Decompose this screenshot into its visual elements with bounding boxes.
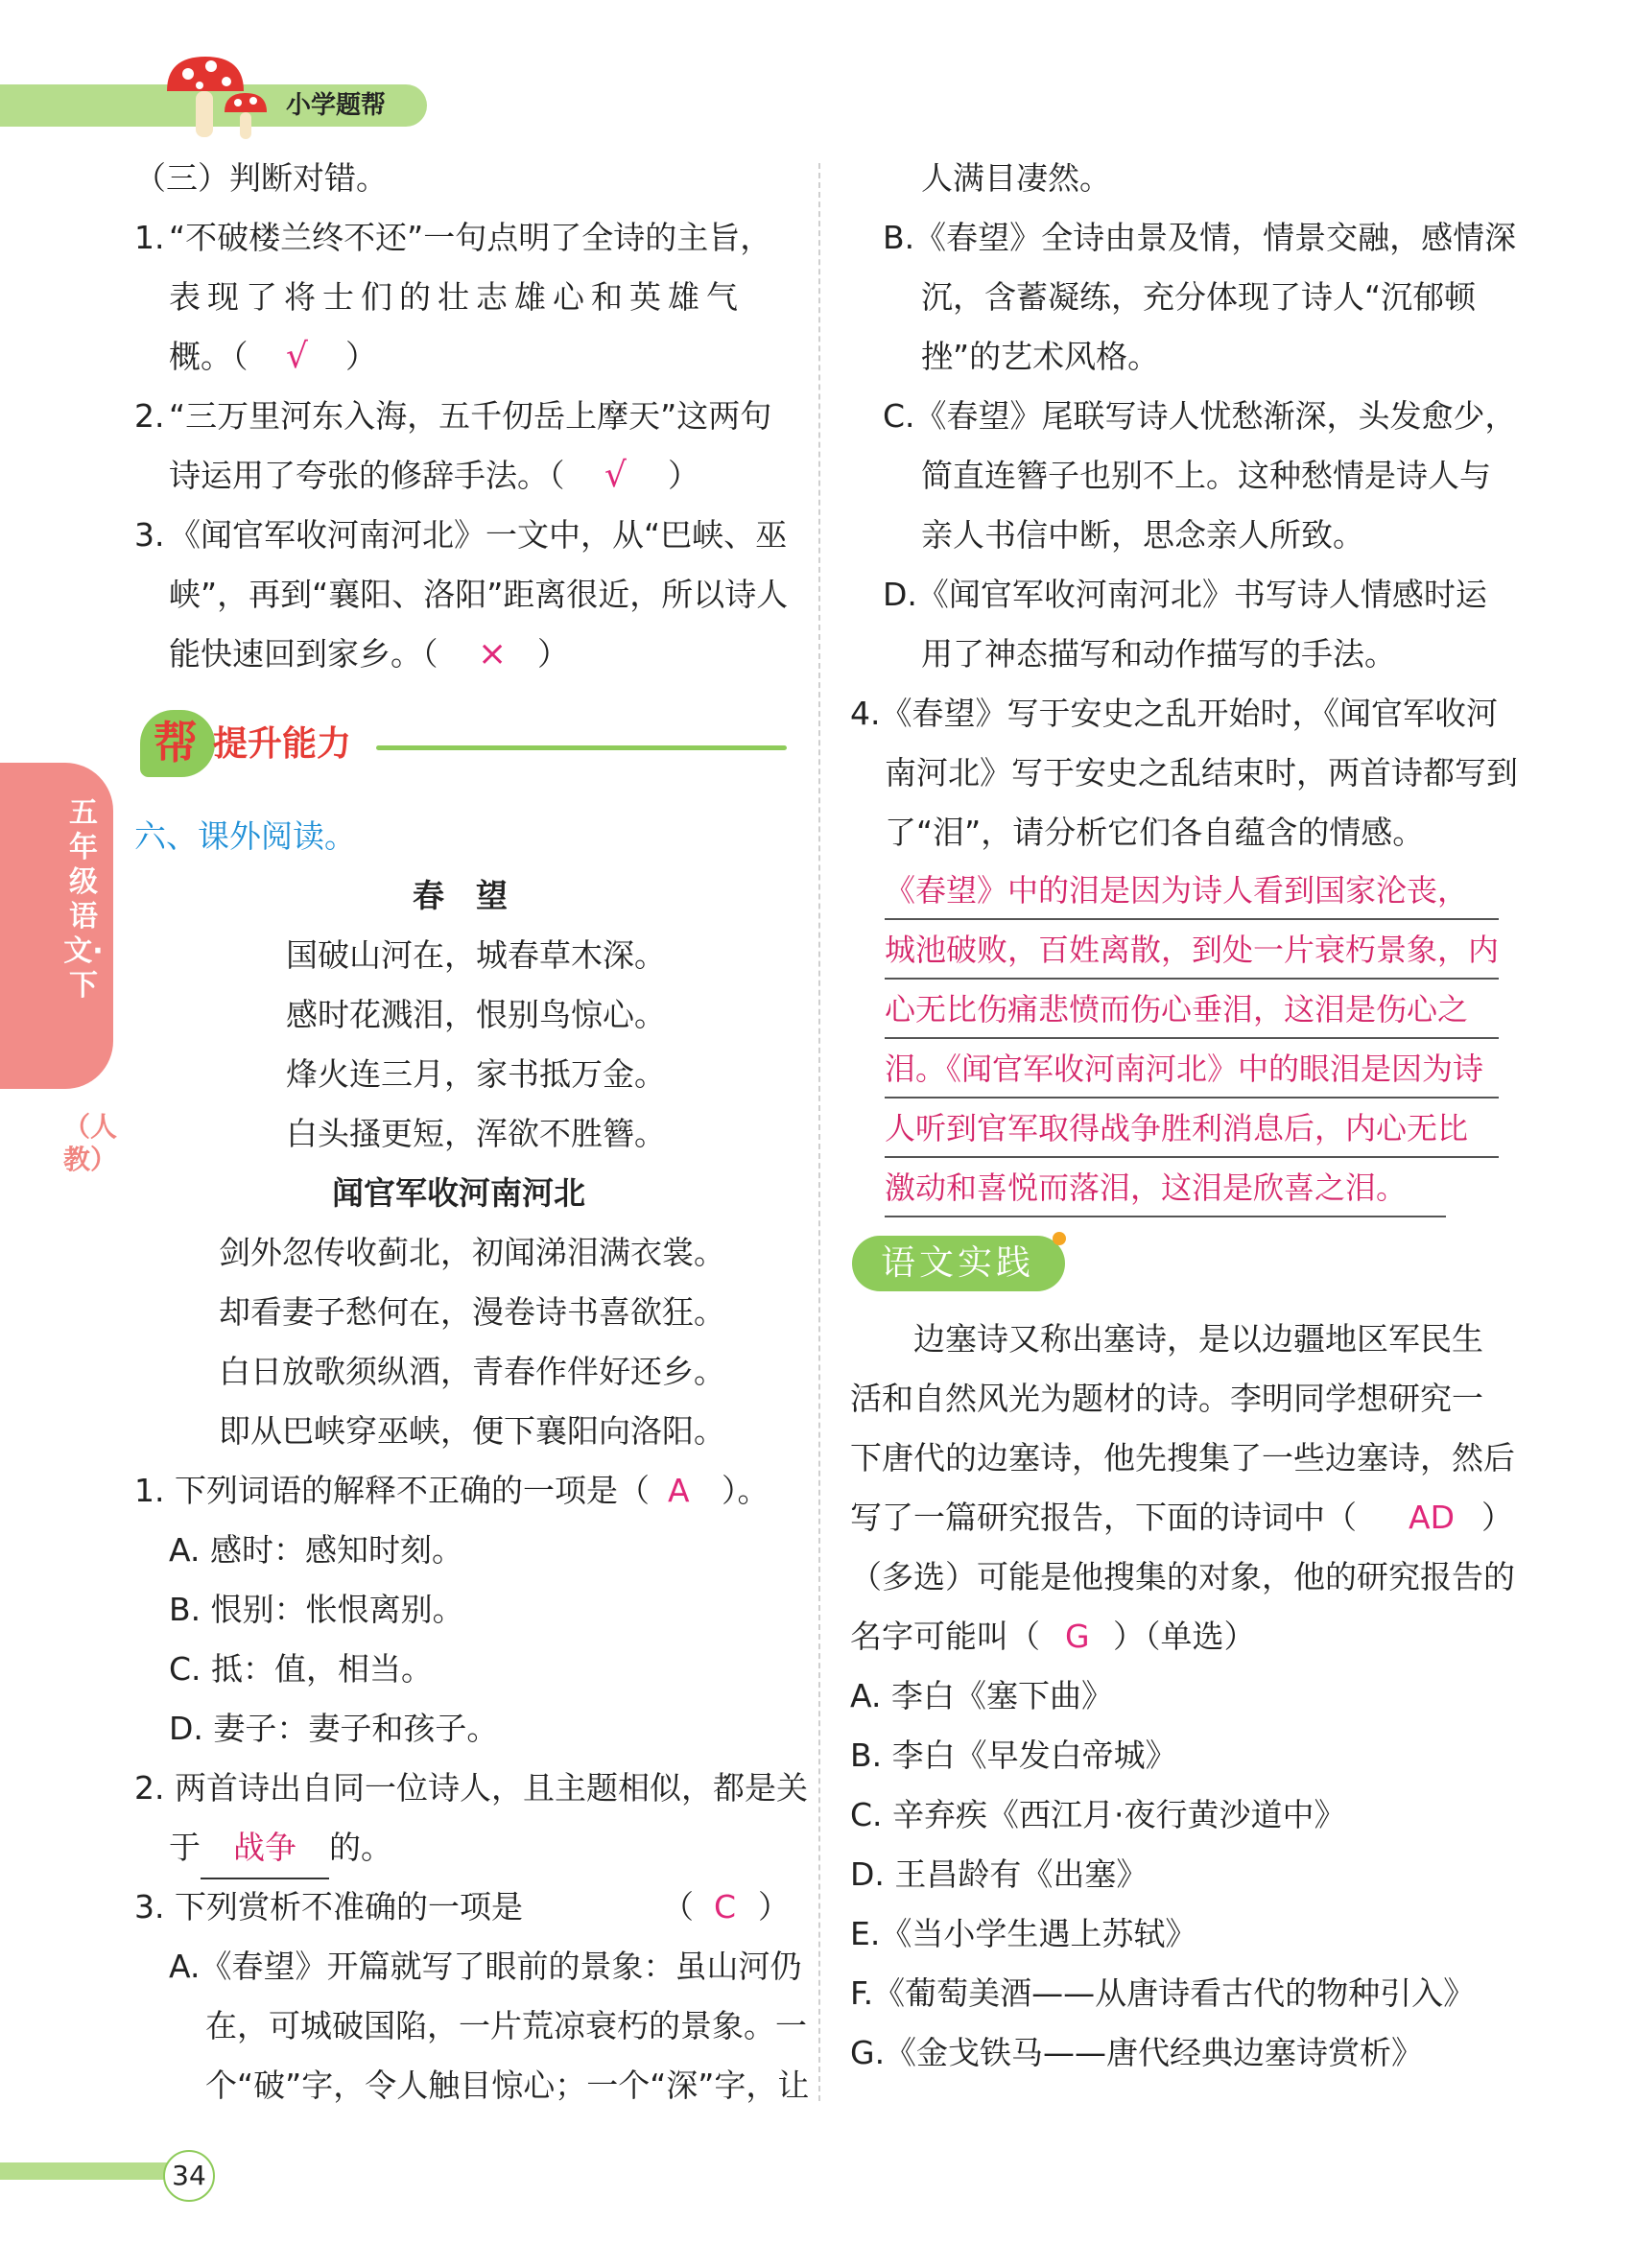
side-edition-label: （人教）: [63, 1111, 118, 1175]
judge-item-3-line: 能快速回到家乡。（: [169, 635, 438, 673]
q3-close: ）: [758, 1888, 790, 1925]
practice-line5: （多选）可能是他搜集的对象，他的研究报告的: [850, 1558, 1515, 1595]
practice-line4-pre: 写了一篇研究报告，下面的诗词中（: [850, 1499, 1357, 1536]
practice-option: A. 李白《塞下曲》: [850, 1677, 1113, 1714]
poem2-line: 却看妻子愁何在，漫卷诗书喜欲狂。: [219, 1293, 725, 1331]
practice-para-line: 下唐代的边塞诗，他先搜集了一些边塞诗，然后: [850, 1439, 1515, 1477]
poem1-line: 国破山河在，城春草木深。: [286, 936, 666, 974]
q3-optC-line: C.《春望》尾联写诗人忧愁渐深，头发愈少，: [883, 397, 1517, 435]
practice-line6-pre: 名字可能叫（: [850, 1618, 1040, 1655]
q4-answer-line: 《春望》中的泪是因为诗人看到国家沦丧，: [885, 862, 1499, 920]
judge-item-1-line: 概。（: [169, 338, 249, 375]
practice-para-line: 边塞诗又称出塞诗，是以边疆地区军民生: [913, 1320, 1483, 1358]
q4-stem-line: 了“泪”，请分析它们各自蕴含的情感。: [885, 814, 1425, 851]
judge-item-1-close: ）: [345, 338, 377, 375]
judge-item-2-num: 2.: [134, 397, 165, 435]
reading-heading: 六、课外阅读。: [134, 817, 356, 855]
practice-answer-single: G: [1065, 1618, 1090, 1655]
judge-item-2-close: ）: [668, 457, 699, 494]
q3-optA-line: A.《春望》开篇就写了眼前的景象：虽山河仍: [169, 1948, 802, 1985]
judge-item-2-line: “三万里河东入海，五千仞岳上摩天”这两句: [169, 397, 772, 435]
ability-title: 提升能力: [213, 724, 352, 764]
q3-open: （: [662, 1888, 694, 1925]
poem2-line: 即从巴峡穿巫峡，便下襄阳向洛阳。: [219, 1412, 725, 1450]
q3-optA-line: 人满目凄然。: [921, 159, 1111, 197]
mushroom-logo-icon: [163, 53, 278, 149]
practice-option: E.《当小学生遇上苏轼》: [850, 1915, 1197, 1952]
q4-answer-line: 城池破败，百姓离散，到处一片衰朽景象，内: [885, 922, 1499, 980]
page-number: 34: [172, 2160, 206, 2191]
q1-option: A. 感时：感知时刻。: [169, 1531, 463, 1569]
q3-optC-line: 简直连簪子也别不上。这种愁情是诗人与: [921, 457, 1491, 494]
judge-item-2-answer: √: [604, 456, 627, 495]
poem1-line: 感时花溅泪，恨别鸟惊心。: [286, 996, 666, 1033]
column-divider: [818, 163, 820, 2101]
judge-item-3-num: 3.: [134, 516, 165, 554]
q4-answer-line: 心无比伤痛悲愤而伤心垂泪，这泪是伤心之: [885, 981, 1499, 1039]
practice-option: C. 辛弃疾《西江月·夜行黄沙道中》: [850, 1796, 1346, 1833]
q3-optD-line: D.《闻官军收河南河北》书写诗人情感时运: [883, 576, 1487, 613]
ability-badge-char: 帮: [154, 717, 198, 768]
side-grade-label: 五年级语文·下: [63, 796, 104, 1003]
section3-heading: （三）判断对错。: [134, 159, 388, 197]
practice-line4-post: ）: [1481, 1499, 1513, 1536]
q3-optA-line: 在，可城破国陷，一片荒凉衰朽的景象。一: [205, 2007, 807, 2044]
poem2-line: 剑外忽传收蓟北，初闻涕泪满衣裳。: [219, 1234, 725, 1271]
judge-item-1-answer: √: [286, 337, 308, 376]
judge-item-1-line: 表现了将士们的壮志雄心和英雄气: [169, 278, 745, 316]
judge-item-2-line: 诗运用了夸张的修辞手法。（: [169, 457, 565, 494]
poem2-title: 闻官军收河南河北: [332, 1174, 585, 1212]
q3-stem: 3. 下列赏析不准确的一项是: [134, 1888, 523, 1925]
q2-answer-blank: 战争: [201, 1818, 329, 1879]
q1-option: D. 妻子：妻子和孩子。: [169, 1710, 499, 1747]
header-title: 小学题帮: [286, 91, 387, 120]
q1-close: ）。: [722, 1472, 770, 1509]
judge-item-1-line: “不破楼兰终不还”一句点明了全诗的主旨，: [169, 219, 772, 256]
practice-option: F.《葡萄美酒——从唐诗看古代的物种引入》: [850, 1974, 1476, 2012]
q3-optD-line: 用了神态描写和动作描写的手法。: [921, 635, 1396, 673]
q3-optB-line: B.《春望》全诗由景及情，情景交融，感情深: [883, 219, 1517, 256]
q2-pre: 于: [169, 1829, 201, 1866]
practice-line6-post: ）（单选）: [1113, 1618, 1256, 1655]
q1-option: C. 抵：值，相当。: [169, 1650, 434, 1688]
q2-line2: [169, 1818, 392, 1879]
judge-item-1-num: 1.: [134, 219, 165, 256]
ability-rule: [376, 745, 787, 750]
q3-optA-line: 个“破”字，令人触目惊心；一个“深”字，让: [205, 2067, 810, 2104]
q1-answer: A: [668, 1472, 690, 1509]
practice-answer-multi: AD: [1409, 1499, 1455, 1536]
q3-optB-line: 挫”的艺术风格。: [921, 338, 1160, 375]
q2-post: 的。: [329, 1829, 392, 1866]
q3-optC-line: 亲人书信中断，思念亲人所致。: [921, 516, 1364, 554]
q4-stem-line: 4.《春望》写于安史之乱开始时，《闻官军收河: [850, 695, 1498, 732]
judge-item-3-answer: ×: [478, 634, 508, 673]
judge-item-3-close: ）: [537, 635, 569, 673]
q4-answer-line: 泪。《闻官军收河南河北》中的眼泪是因为诗: [885, 1041, 1499, 1099]
q2-line1: 2. 两首诗出自同一位诗人，且主题相似，都是关: [134, 1769, 808, 1807]
poem1-title: 春 望: [413, 877, 508, 914]
q1-option: B. 恨别：怅恨离别。: [169, 1591, 464, 1628]
poem1-line: 白头搔更短，浑欲不胜簪。: [286, 1115, 666, 1152]
q4-answer-line: 人听到官军取得战争胜利消息后，内心无比: [885, 1100, 1499, 1158]
practice-option: D. 王昌龄有《出塞》: [850, 1855, 1149, 1893]
judge-item-3-line: 峡”，再到“襄阳、洛阳”距离很近，所以诗人: [169, 576, 789, 613]
q4-stem-line: 南河北》写于安史之乱结束时，两首诗都写到: [885, 754, 1518, 791]
practice-option: B. 李白《早发白帝城》: [850, 1736, 1177, 1774]
q1-stem: 1. 下列词语的解释不正确的一项是（: [134, 1472, 650, 1509]
q3-optB-line: 沉，含蓄凝练，充分体现了诗人“沉郁顿: [921, 278, 1477, 316]
practice-option: G.《金戈铁马——唐代经典边塞诗赏析》: [850, 2034, 1424, 2071]
practice-dot-icon: [1053, 1232, 1066, 1245]
q4-answer-line: 激动和喜悦而落泪，这泪是欣喜之泪。: [885, 1160, 1446, 1217]
practice-para-line: 活和自然风光为题材的诗。李明同学想研究一: [850, 1380, 1483, 1417]
poem2-line: 白日放歌须纵酒，青春作伴好还乡。: [219, 1353, 725, 1390]
practice-title: 语文实践: [881, 1243, 1035, 1283]
q3-answer: C: [714, 1888, 737, 1925]
poem1-line: 烽火连三月，家书抵万金。: [286, 1055, 666, 1093]
judge-item-3-line: 《闻官军收河南河北》一文中，从“巴峡、巫: [169, 516, 788, 554]
